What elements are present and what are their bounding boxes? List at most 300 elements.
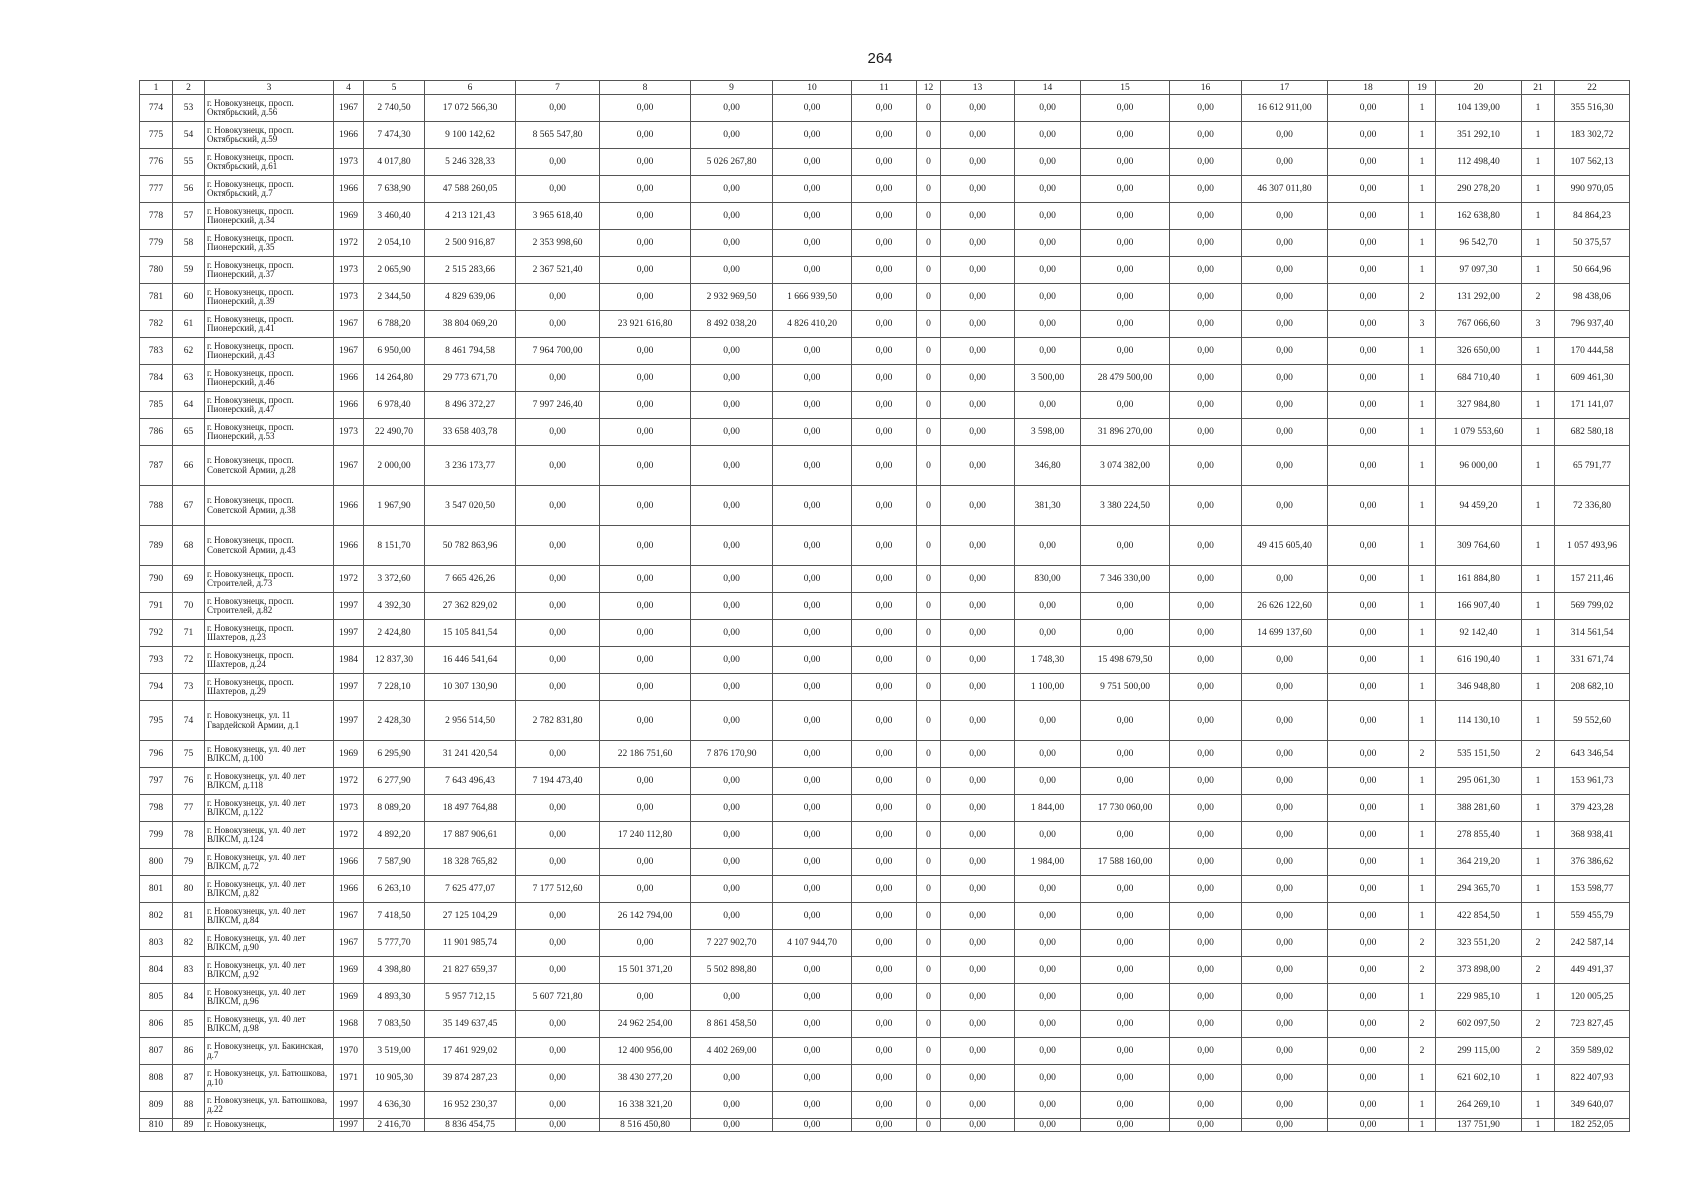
table-cell: 3 236 173,77: [425, 446, 516, 486]
table-cell: 0,00: [1170, 701, 1242, 741]
table-cell: 0,00: [773, 257, 852, 284]
table-cell: 0,00: [1081, 701, 1170, 741]
table-cell: 295 061,30: [1436, 768, 1522, 795]
table-cell: 0,00: [941, 957, 1015, 984]
table-cell: 2: [1409, 957, 1436, 984]
table-cell: 0,00: [1328, 1038, 1409, 1065]
table-cell: 1972: [334, 822, 364, 849]
table-cell: 7 997 246,40: [516, 392, 600, 419]
table-cell: 7 227 902,70: [691, 930, 773, 957]
table-cell: 15 501 371,20: [600, 957, 691, 984]
table-cell: 0,00: [1328, 176, 1409, 203]
address-cell: г. Новокузнецк, просп. Октябрьский, д.7: [205, 176, 334, 203]
table-cell: 0,00: [773, 122, 852, 149]
table-cell: 0,00: [1081, 903, 1170, 930]
table-cell: 7 625 477,07: [425, 876, 516, 903]
table-cell: 157 211,46: [1555, 566, 1630, 593]
table-cell: 783: [140, 338, 173, 365]
table-cell: 0,00: [1242, 822, 1328, 849]
table-cell: 0,00: [1015, 593, 1081, 620]
table-cell: 0,00: [600, 365, 691, 392]
table-cell: 0,00: [1328, 149, 1409, 176]
table-cell: 0,00: [773, 795, 852, 822]
table-cell: 682 580,18: [1555, 419, 1630, 446]
table-cell: 1: [1522, 674, 1555, 701]
table-cell: 1: [1409, 446, 1436, 486]
table-cell: 66: [173, 446, 205, 486]
table-cell: 774: [140, 95, 173, 122]
table-cell: 107 562,13: [1555, 149, 1630, 176]
table-cell: 0,00: [1015, 741, 1081, 768]
table-cell: 0,00: [1081, 1011, 1170, 1038]
table-cell: 355 516,30: [1555, 95, 1630, 122]
table-cell: 0,00: [941, 930, 1015, 957]
table-cell: 1969: [334, 957, 364, 984]
table-cell: 6 950,00: [364, 338, 425, 365]
table-cell: 0: [917, 593, 941, 620]
table-cell: 0,00: [1170, 1011, 1242, 1038]
table-cell: 0,00: [1015, 526, 1081, 566]
table-cell: 1969: [334, 741, 364, 768]
table-cell: 1997: [334, 701, 364, 741]
table-cell: 830,00: [1015, 566, 1081, 593]
table-cell: 137 751,90: [1436, 1119, 1522, 1132]
table-cell: 1: [1409, 849, 1436, 876]
table-cell: 67: [173, 486, 205, 526]
table-cell: 0: [917, 674, 941, 701]
table-cell: 0: [917, 284, 941, 311]
table-cell: 0: [917, 1065, 941, 1092]
table-cell: 0,00: [516, 1011, 600, 1038]
table-row: [140, 149, 1630, 176]
table-cell: 0,00: [1242, 257, 1328, 284]
table-cell: 1966: [334, 176, 364, 203]
table-cell: 779: [140, 230, 173, 257]
table-cell: 0,00: [600, 203, 691, 230]
table-cell: 0,00: [941, 446, 1015, 486]
table-cell: 18 497 764,88: [425, 795, 516, 822]
address-cell: г. Новокузнецк, просп. Пионерский, д.39: [205, 284, 334, 311]
table-cell: 31 896 270,00: [1081, 419, 1170, 446]
table-cell: 2 956 514,50: [425, 701, 516, 741]
table-cell: 802: [140, 903, 173, 930]
table-cell: 0,00: [516, 365, 600, 392]
table-row: [140, 984, 1630, 1011]
table-row: [140, 620, 1630, 647]
table-cell: 0,00: [773, 526, 852, 566]
table-cell: 1972: [334, 768, 364, 795]
table-cell: 1: [1522, 984, 1555, 1011]
table-cell: 1: [1522, 365, 1555, 392]
table-cell: 0,00: [1081, 876, 1170, 903]
table-cell: 1997: [334, 593, 364, 620]
table-cell: 379 423,28: [1555, 795, 1630, 822]
table-cell: 791: [140, 593, 173, 620]
address-cell: г. Новокузнецк, ул. 40 лет ВЛКСМ, д.72: [205, 849, 334, 876]
table-row: [140, 419, 1630, 446]
table-cell: 96 542,70: [1436, 230, 1522, 257]
column-header-9: 9: [691, 81, 773, 95]
table-cell: 767 066,60: [1436, 311, 1522, 338]
address-cell: г. Новокузнецк, просп. Шахтеров, д.23: [205, 620, 334, 647]
table-cell: 21 827 659,37: [425, 957, 516, 984]
column-header-20: 20: [1436, 81, 1522, 95]
table-cell: 0,00: [852, 203, 917, 230]
table-cell: 0,00: [1015, 149, 1081, 176]
table-cell: 0,00: [1242, 122, 1328, 149]
table-cell: 0,00: [1015, 1038, 1081, 1065]
table-cell: 2 515 283,66: [425, 257, 516, 284]
table-cell: 0,00: [1081, 526, 1170, 566]
table-cell: 0,00: [1170, 122, 1242, 149]
table-cell: 49 415 605,40: [1242, 526, 1328, 566]
table-cell: 3: [1522, 311, 1555, 338]
table-cell: 795: [140, 701, 173, 741]
table-cell: 1: [1522, 203, 1555, 230]
table-cell: 1972: [334, 230, 364, 257]
table-cell: 0,00: [691, 526, 773, 566]
table-cell: 368 938,41: [1555, 822, 1630, 849]
table-cell: 17 072 566,30: [425, 95, 516, 122]
table-cell: 0,00: [691, 122, 773, 149]
table-cell: 0,00: [691, 768, 773, 795]
table-cell: 0,00: [691, 365, 773, 392]
table-cell: 0,00: [1170, 419, 1242, 446]
table-cell: 0,00: [516, 1038, 600, 1065]
table-cell: 0,00: [516, 674, 600, 701]
table-cell: 0: [917, 1038, 941, 1065]
table-cell: 1: [1522, 392, 1555, 419]
table-cell: 0,00: [1328, 620, 1409, 647]
table-cell: 0,00: [941, 176, 1015, 203]
table-cell: 0,00: [1081, 230, 1170, 257]
table-cell: 1: [1409, 392, 1436, 419]
table-cell: 388 281,60: [1436, 795, 1522, 822]
table-cell: 0,00: [516, 149, 600, 176]
table-cell: 4 398,80: [364, 957, 425, 984]
table-cell: 5 246 328,33: [425, 149, 516, 176]
table-cell: 0,00: [600, 95, 691, 122]
table-cell: 2 740,50: [364, 95, 425, 122]
table-cell: 0,00: [691, 849, 773, 876]
table-cell: 0,00: [516, 1119, 600, 1132]
table-cell: 0,00: [691, 620, 773, 647]
table-cell: 0,00: [1328, 957, 1409, 984]
table-cell: 0,00: [1242, 1119, 1328, 1132]
table-cell: 0,00: [600, 876, 691, 903]
table-cell: 0,00: [773, 230, 852, 257]
table-cell: 775: [140, 122, 173, 149]
table-cell: 290 278,20: [1436, 176, 1522, 203]
table-cell: 10 307 130,90: [425, 674, 516, 701]
table-cell: 0,00: [852, 284, 917, 311]
table-row: [140, 903, 1630, 930]
table-cell: 1: [1522, 849, 1555, 876]
table-cell: 0,00: [691, 486, 773, 526]
table-cell: 56: [173, 176, 205, 203]
table-cell: 0,00: [1170, 1119, 1242, 1132]
table-cell: 0,00: [1081, 741, 1170, 768]
table-cell: 1: [1522, 593, 1555, 620]
table-cell: 1: [1522, 230, 1555, 257]
table-cell: 0,00: [516, 593, 600, 620]
table-cell: 0,00: [852, 338, 917, 365]
address-cell: г. Новокузнецк, просп. Пионерский, д.46: [205, 365, 334, 392]
table-cell: 0,00: [1242, 674, 1328, 701]
table-cell: 0,00: [941, 795, 1015, 822]
table-cell: 1: [1522, 176, 1555, 203]
address-cell: г. Новокузнецк, просп. Пионерский, д.43: [205, 338, 334, 365]
table-row: [140, 1092, 1630, 1119]
table-row: [140, 876, 1630, 903]
table-cell: 2 428,30: [364, 701, 425, 741]
table-cell: 0,00: [1242, 957, 1328, 984]
address-cell: г. Новокузнецк, ул. Батюшкова, д.22: [205, 1092, 334, 1119]
table-cell: 0,00: [773, 1092, 852, 1119]
table-cell: 0,00: [852, 903, 917, 930]
table-cell: 1973: [334, 419, 364, 446]
table-cell: 0,00: [1328, 903, 1409, 930]
column-header-19: 19: [1409, 81, 1436, 95]
table-cell: 2 344,50: [364, 284, 425, 311]
address-cell: г. Новокузнецк, просп. Октябрьский, д.56: [205, 95, 334, 122]
table-cell: 1: [1409, 1065, 1436, 1092]
table-cell: 60: [173, 284, 205, 311]
table-cell: 0,00: [941, 365, 1015, 392]
table-cell: 17 461 929,02: [425, 1038, 516, 1065]
table-cell: 1967: [334, 930, 364, 957]
table-row: [140, 338, 1630, 365]
table-cell: 0,00: [691, 674, 773, 701]
table-cell: 0: [917, 701, 941, 741]
table-cell: 24 962 254,00: [600, 1011, 691, 1038]
table-cell: 0,00: [691, 593, 773, 620]
table-cell: 2: [1522, 1038, 1555, 1065]
table-cell: 170 444,58: [1555, 338, 1630, 365]
table-cell: 0: [917, 149, 941, 176]
table-cell: 0,00: [516, 795, 600, 822]
table-cell: 1 967,90: [364, 486, 425, 526]
table-cell: 2: [1409, 1011, 1436, 1038]
table-cell: 0,00: [1170, 149, 1242, 176]
table-cell: 15 105 841,54: [425, 620, 516, 647]
table-cell: 0,00: [1170, 1065, 1242, 1092]
table-cell: 0,00: [773, 647, 852, 674]
table-cell: 7 418,50: [364, 903, 425, 930]
table-cell: 0,00: [1328, 701, 1409, 741]
address-cell: г. Новокузнецк, просп. Пионерский, д.41: [205, 311, 334, 338]
table-cell: 0,00: [1170, 1092, 1242, 1119]
table-cell: 780: [140, 257, 173, 284]
table-cell: 1: [1522, 446, 1555, 486]
table-cell: 0: [917, 365, 941, 392]
table-cell: 0,00: [1015, 176, 1081, 203]
table-cell: 7 876 170,90: [691, 741, 773, 768]
table-cell: 0: [917, 95, 941, 122]
table-cell: 0,00: [1081, 257, 1170, 284]
table-cell: 0,00: [852, 674, 917, 701]
table-cell: 1: [1522, 122, 1555, 149]
table-cell: 4 402 269,00: [691, 1038, 773, 1065]
table-cell: 0,00: [1170, 593, 1242, 620]
table-cell: 0,00: [691, 876, 773, 903]
table-row: [140, 526, 1630, 566]
table-cell: 0,00: [1328, 1119, 1409, 1132]
table-cell: 0,00: [941, 593, 1015, 620]
table-cell: 0,00: [773, 822, 852, 849]
table-cell: 29 773 671,70: [425, 365, 516, 392]
table-cell: 0,00: [852, 1011, 917, 1038]
table-cell: 83: [173, 957, 205, 984]
table-cell: 0,00: [1015, 1011, 1081, 1038]
table-cell: 1966: [334, 486, 364, 526]
table-cell: 2 000,00: [364, 446, 425, 486]
table-cell: 0,00: [1170, 741, 1242, 768]
table-cell: 1: [1522, 876, 1555, 903]
table-cell: 0,00: [1081, 1092, 1170, 1119]
table-cell: 0,00: [773, 1038, 852, 1065]
table-cell: 1967: [334, 446, 364, 486]
table-cell: 0,00: [852, 984, 917, 1011]
column-header-5: 5: [364, 81, 425, 95]
table-cell: 3 519,00: [364, 1038, 425, 1065]
table-cell: 0,00: [1328, 849, 1409, 876]
table-cell: 78: [173, 822, 205, 849]
table-cell: 797: [140, 768, 173, 795]
table-cell: 1967: [334, 311, 364, 338]
column-header-11: 11: [852, 81, 917, 95]
column-header-8: 8: [600, 81, 691, 95]
table-cell: 1970: [334, 1038, 364, 1065]
table-cell: 7 643 496,43: [425, 768, 516, 795]
table-cell: 1: [1522, 486, 1555, 526]
table-cell: 0,00: [941, 768, 1015, 795]
table-cell: 79: [173, 849, 205, 876]
table-cell: 346 948,80: [1436, 674, 1522, 701]
address-cell: г. Новокузнецк, просп. Советской Армии, д.43: [205, 526, 334, 566]
table-cell: 0,00: [1015, 903, 1081, 930]
table-cell: 0,00: [852, 122, 917, 149]
table-cell: 0,00: [773, 95, 852, 122]
table-cell: 82: [173, 930, 205, 957]
table-cell: 0,00: [516, 620, 600, 647]
table-cell: 0,00: [852, 1119, 917, 1132]
table-cell: 0,00: [691, 257, 773, 284]
table-cell: 0,00: [852, 365, 917, 392]
table-cell: 0,00: [516, 284, 600, 311]
table-cell: 61: [173, 311, 205, 338]
column-header-14: 14: [1015, 81, 1081, 95]
table-cell: 1: [1409, 647, 1436, 674]
table-cell: 0,00: [1170, 903, 1242, 930]
table-cell: 1: [1522, 903, 1555, 930]
table-cell: 0,00: [1170, 957, 1242, 984]
table-cell: 16 446 541,64: [425, 647, 516, 674]
table-cell: 14 264,80: [364, 365, 425, 392]
table-body: [140, 95, 1630, 1132]
table-cell: 643 346,54: [1555, 741, 1630, 768]
table-cell: 2: [1522, 741, 1555, 768]
address-cell: г. Новокузнецк,: [205, 1119, 334, 1132]
table-cell: 8 861 458,50: [691, 1011, 773, 1038]
table-row: [140, 1065, 1630, 1092]
table-cell: 0: [917, 930, 941, 957]
table-cell: 46 307 011,80: [1242, 176, 1328, 203]
table-cell: 0,00: [516, 95, 600, 122]
table-cell: 0,00: [691, 647, 773, 674]
table-cell: 0,00: [941, 1065, 1015, 1092]
table-cell: 0,00: [773, 1011, 852, 1038]
column-header-2: 2: [173, 81, 205, 95]
table-cell: 278 855,40: [1436, 822, 1522, 849]
table-cell: 1: [1522, 526, 1555, 566]
table-cell: 0,00: [1170, 822, 1242, 849]
address-cell: г. Новокузнецк, ул. 40 лет ВЛКСМ, д.118: [205, 768, 334, 795]
table-cell: 0,00: [852, 647, 917, 674]
table-cell: 0,00: [941, 647, 1015, 674]
table-cell: 1: [1409, 674, 1436, 701]
table-cell: 0,00: [600, 446, 691, 486]
table-cell: 2: [1522, 1011, 1555, 1038]
table-cell: 0,00: [1081, 930, 1170, 957]
table-cell: 0,00: [773, 984, 852, 1011]
table-cell: 65: [173, 419, 205, 446]
table-cell: 1967: [334, 903, 364, 930]
table-cell: 47 588 260,05: [425, 176, 516, 203]
table-cell: 2 500 916,87: [425, 230, 516, 257]
table-cell: 0,00: [941, 95, 1015, 122]
table-cell: 0,00: [941, 1038, 1015, 1065]
table-cell: 0: [917, 486, 941, 526]
table-cell: 0,00: [1015, 1119, 1081, 1132]
table-cell: 1: [1409, 176, 1436, 203]
table-cell: 162 638,80: [1436, 203, 1522, 230]
table-cell: 86: [173, 1038, 205, 1065]
table-cell: 10 905,30: [364, 1065, 425, 1092]
table-cell: 65 791,77: [1555, 446, 1630, 486]
table-cell: 0,00: [1170, 338, 1242, 365]
table-cell: 327 984,80: [1436, 392, 1522, 419]
table-cell: 0,00: [941, 876, 1015, 903]
table-cell: 0,00: [1170, 566, 1242, 593]
column-header-22: 22: [1555, 81, 1630, 95]
table-cell: 789: [140, 526, 173, 566]
address-cell: г. Новокузнецк, ул. 40 лет ВЛКСМ, д.82: [205, 876, 334, 903]
table-cell: 5 026 267,80: [691, 149, 773, 176]
column-header-4: 4: [334, 81, 364, 95]
table-cell: 0,00: [1170, 984, 1242, 1011]
table-cell: 7 638,90: [364, 176, 425, 203]
table-cell: 798: [140, 795, 173, 822]
table-cell: 0,00: [1328, 230, 1409, 257]
table-cell: 0,00: [691, 822, 773, 849]
table-cell: 0,00: [773, 176, 852, 203]
table-cell: 0: [917, 1092, 941, 1119]
table-cell: 1: [1409, 795, 1436, 822]
table-cell: 0,00: [600, 984, 691, 1011]
table-cell: 96 000,00: [1436, 446, 1522, 486]
table-cell: 0,00: [1170, 446, 1242, 486]
table-cell: 781: [140, 284, 173, 311]
table-cell: 1969: [334, 203, 364, 230]
table-cell: 1: [1522, 795, 1555, 822]
table-cell: 0,00: [941, 338, 1015, 365]
table-cell: 0,00: [852, 446, 917, 486]
table-cell: 0,00: [773, 674, 852, 701]
table-cell: 376 386,62: [1555, 849, 1630, 876]
table-cell: 0,00: [600, 701, 691, 741]
address-cell: г. Новокузнецк, ул. Батюшкова, д.10: [205, 1065, 334, 1092]
